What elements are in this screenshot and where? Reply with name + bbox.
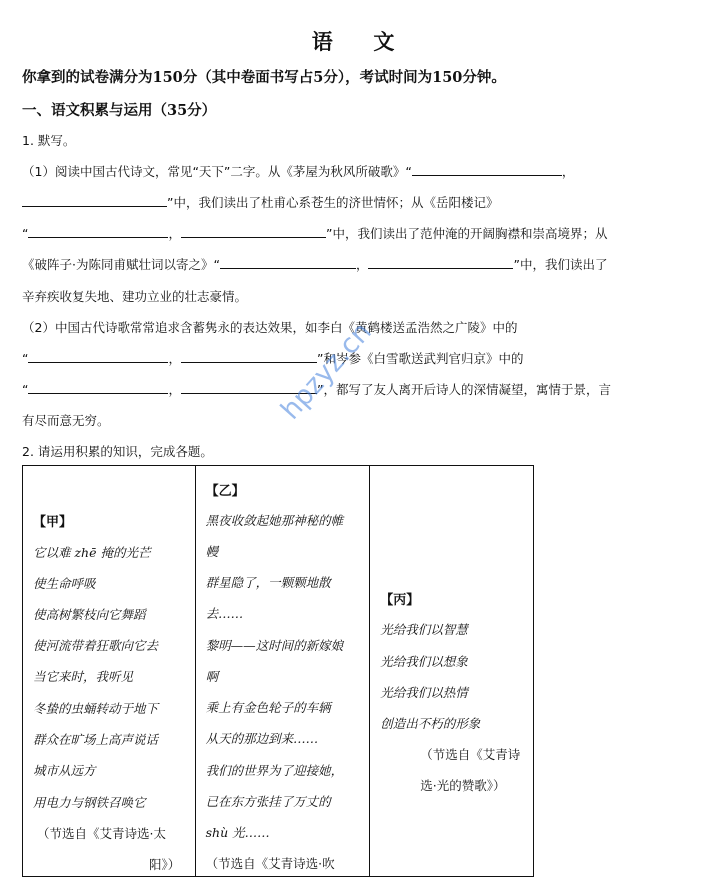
poem-line: 去…… — [205, 606, 244, 621]
text-segment: “ — [22, 382, 29, 397]
text-segment: “ — [22, 351, 29, 366]
text-segment: ， — [561, 164, 575, 179]
text-segment: ”中，我们读出了范仲淹的开阔胸襟和崇高境界；从 — [326, 226, 608, 241]
text-segment: ”中，我们读出了杜甫心系苍生的济世情怀；从《岳阳楼记》 — [167, 195, 499, 210]
poem-table — [22, 465, 534, 877]
watermark: hpzyz.cn — [275, 316, 378, 426]
answer-blank[interactable] — [181, 224, 326, 238]
section-heading: 一、语文积累与运用（35分） — [22, 102, 217, 119]
poem-jia-source: （节选自《艾青诗选·太 — [37, 826, 166, 841]
poem-line: 已在东方张挂了万丈的 — [205, 794, 331, 809]
poem-yi-label: 【乙】 — [205, 484, 245, 499]
poem-line: shù 光…… — [205, 825, 270, 840]
poem-jia-source-cont: 阳》） — [149, 857, 181, 872]
poem-line: 它以难 zhē 掩的光芒 — [33, 545, 151, 560]
poem-line: 使生命呼吸 — [33, 576, 96, 591]
answer-blank[interactable] — [368, 255, 513, 269]
text-segment: （1）阅读中国古代诗文，常见“天下”二字。从《茅屋为秋风所破歌》“ — [22, 164, 412, 179]
poem-line: 黎明——这时间的新嫁娘 — [205, 638, 344, 653]
poem-line: 啊 — [205, 669, 219, 684]
answer-blank[interactable] — [28, 224, 168, 238]
poem-cell-jia — [23, 466, 196, 877]
answer-blank[interactable] — [28, 380, 168, 394]
poem-line: 冬蛰的虫蛹转动于地下 — [33, 701, 159, 716]
poem-bing-label: 【丙】 — [380, 593, 420, 608]
poem-line: 从天的那边到来…… — [205, 731, 319, 746]
answer-blank[interactable] — [220, 255, 356, 269]
text-segment: “ — [22, 226, 29, 241]
poem-line: 当它来时，我听见 — [33, 669, 134, 684]
poem-line: 城市从远方 — [33, 763, 96, 778]
poem-line: 使河流带着狂歌向它去 — [33, 638, 159, 653]
answer-blank[interactable] — [181, 349, 317, 363]
poem-yi-source: （节选自《艾青诗选·吹 — [205, 856, 335, 871]
poem-line: 光给我们以想象 — [380, 654, 468, 669]
q1-2-line-1: （2）中国古代诗歌常常追求含蓄隽永的表达效果，如李白《黄鹤楼送孟浩然之广陵》中的 — [22, 320, 518, 335]
poem-bing-source-cont: 选·光的赞歌》） — [420, 778, 506, 793]
title-char-2: 文 — [373, 29, 395, 54]
text-segment: ， — [168, 382, 181, 397]
q1-1-line-4 — [22, 255, 607, 273]
poem-cell-yi — [195, 466, 370, 877]
q1-1-line-5: 辛弃疾收复失地、建功立业的壮志豪情。 — [22, 289, 248, 304]
answer-blank[interactable] — [412, 162, 562, 176]
text-segment: ， — [168, 351, 181, 366]
poem-line: 黑夜收敛起她那神秘的帷 — [205, 513, 344, 528]
poem-jia-label: 【甲】 — [33, 515, 73, 530]
question-2-heading: 2. 请运用积累的知识，完成各题。 — [22, 444, 213, 459]
answer-blank[interactable] — [22, 193, 167, 207]
answer-blank[interactable] — [28, 349, 168, 363]
question-1-heading: 1. 默写。 — [22, 133, 76, 148]
text-segment: 《破阵子·为陈同甫赋壮词以寄之》“ — [22, 257, 220, 272]
poem-line: 群星隐了，一颗颗地散 — [205, 575, 331, 590]
q1-1-line-2 — [22, 193, 498, 211]
poem-cell-bing — [370, 466, 534, 877]
poem-line: 创造出不朽的形象 — [380, 716, 481, 731]
poem-bing-source: （节选自《艾青诗 — [420, 747, 521, 762]
poem-line: 光给我们以热情 — [380, 685, 468, 700]
q1-1-line-3 — [22, 224, 607, 242]
text-segment: ”，都写了友人离开后诗人的深情凝望，寓情于景，言 — [317, 382, 611, 397]
q1-2-line-4: 有尽而意无穷。 — [22, 413, 110, 428]
poem-line: 用电力与钢铁召唤它 — [33, 795, 146, 810]
q1-2-line-2 — [22, 349, 523, 367]
title-char-1: 语 — [311, 29, 333, 54]
page-title — [0, 26, 706, 56]
text-segment: ， — [168, 226, 181, 241]
poem-line: 群众在旷场上高声说话 — [33, 732, 159, 747]
text-segment: ”和岑参《白雪歌送武判官归京》中的 — [317, 351, 524, 366]
poem-line: 使高树繁枝向它舞蹈 — [33, 607, 146, 622]
poem-line: 我们的世界为了迎接她， — [205, 763, 344, 778]
text-segment: ， — [355, 257, 369, 272]
poem-line: 幔 — [205, 544, 219, 559]
text-segment: ”中，我们读出了 — [513, 257, 608, 272]
q1-1-line-1 — [22, 162, 574, 180]
exam-intro: 你拿到的试卷满分为150分（其中卷面书写占5分），考试时间为150分钟。 — [22, 69, 506, 86]
poem-line: 乘上有金色轮子的车辆 — [205, 700, 331, 715]
poem-line: 光给我们以智慧 — [380, 622, 468, 637]
